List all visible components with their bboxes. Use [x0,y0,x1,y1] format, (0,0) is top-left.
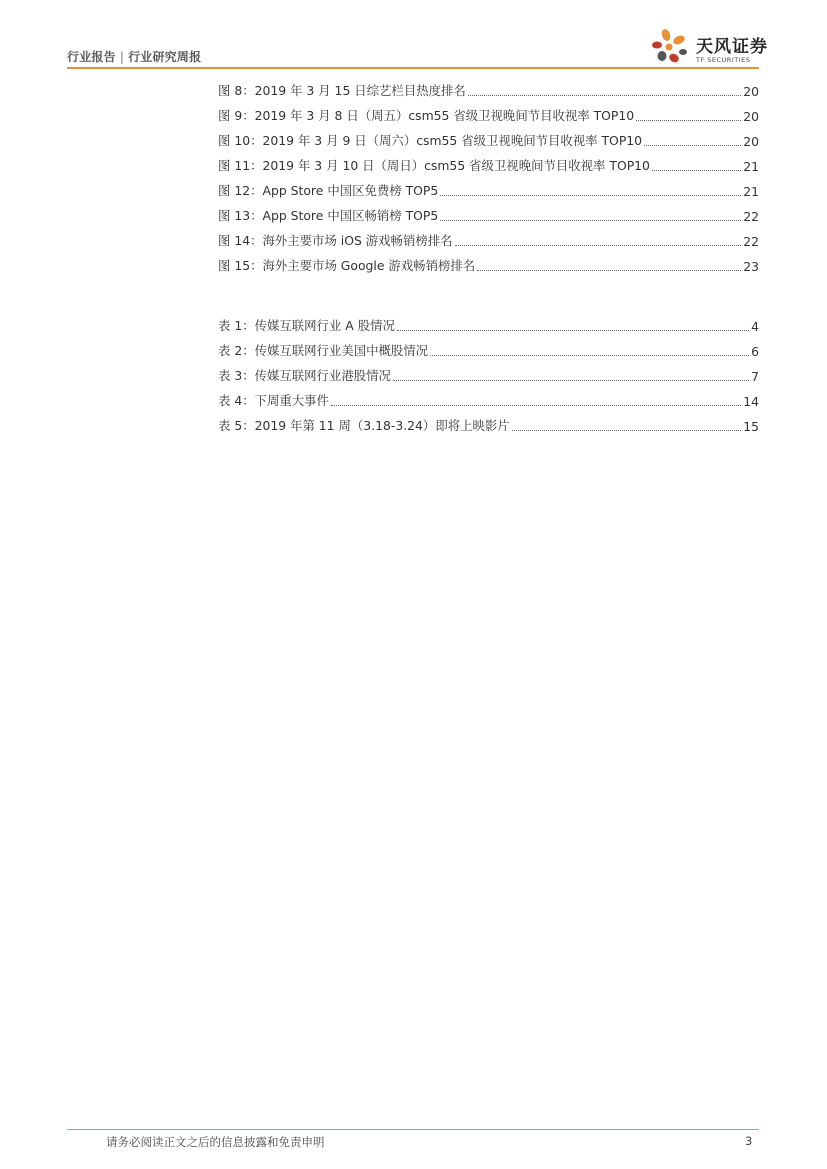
header-separator: | [119,50,125,64]
logo-name: 天风证券 [696,37,768,57]
toc-entry[interactable] [218,175,759,199]
toc-entry-label: 图 15：海外主要市场 Google 游戏畅销榜排名 [218,258,476,273]
toc-entry-label: 表 5：2019 年第 11 周（3.18-3.24）即将上映影片 [218,418,510,433]
toc-entry-label: 表 3：传媒互联网行业港股情况 [218,368,391,383]
toc-entry-page: 15 [743,419,759,434]
toc-entry-label: 表 2：传媒互联网行业美国中概股情况 [218,343,429,358]
page-number: 3 [745,1134,753,1148]
toc-entry[interactable] [218,410,759,434]
toc-leader [397,329,749,331]
toc-entry-page: 21 [743,159,759,174]
toc-entry-label: 图 13：App Store 中国区畅销榜 TOP5 [218,208,439,223]
toc-entry[interactable] [218,335,759,359]
toc-entry-page: 20 [743,109,759,124]
toc-entry-page: 22 [743,234,759,249]
toc-entry-page: 14 [743,394,759,409]
toc-entry-page: 22 [743,209,759,224]
report-type: 行业研究周报 [128,50,202,64]
toc-leader [477,269,741,271]
flower-logo-icon [650,26,694,70]
report-header [67,48,201,65]
toc-leader [512,429,742,431]
toc-entry-page: 4 [751,319,759,334]
toc-entry-page: 20 [743,84,759,99]
toc-leader [644,144,741,146]
company-logo [650,26,768,70]
toc-leader [468,94,741,96]
toc-leader [331,404,741,406]
toc-leader [430,354,749,356]
toc-entry[interactable] [218,360,759,384]
toc-entry[interactable] [218,385,759,409]
toc-entry[interactable] [218,310,759,334]
toc-entry-label: 图 10：2019 年 3 月 9 日（周六）csm55 省级卫视晚间节目收视率 TOP10 [218,133,643,148]
toc-leader [440,219,741,221]
header-divider [67,67,759,69]
toc-entry[interactable] [218,75,759,99]
logo-subtitle: TF SECURITIES [696,56,751,64]
toc-entry[interactable] [218,100,759,124]
toc-entry-page: 6 [751,344,759,359]
toc-entry-page: 20 [743,134,759,149]
toc-entry-label: 图 9：2019 年 3 月 8 日（周五）csm55 省级卫视晚间节目收视率 TOP10 [218,108,635,123]
toc-entry-label: 图 14：海外主要市场 iOS 游戏畅销榜排名 [218,233,453,248]
footer-disclaimer: 请务必阅读正文之后的信息披露和免责申明 [106,1135,325,1149]
toc-entry-page: 21 [743,184,759,199]
toc-entry[interactable] [218,150,759,174]
footer-divider [67,1129,759,1130]
toc-entry-page: 7 [751,369,759,384]
toc-entry-label: 表 1：传媒互联网行业 A 股情况 [218,318,395,333]
toc-entry-label: 图 12：App Store 中国区免费榜 TOP5 [218,183,439,198]
toc-entry-page: 23 [743,259,759,274]
toc-leader [652,169,741,171]
toc-leader [636,119,741,121]
toc-entry[interactable] [218,200,759,224]
toc-leader [455,244,742,246]
toc-entry-label: 图 11：2019 年 3 月 10 日（周日）csm55 省级卫视晚间节目收视率 TOP10 [218,158,650,173]
toc-leader [440,194,741,196]
report-category: 行业报告 [67,50,116,64]
toc-leader [393,379,749,381]
toc-entry[interactable] [218,125,759,149]
toc-entry-label: 表 4：下周重大事件 [218,393,329,408]
toc-entry[interactable] [218,225,759,249]
toc-entry[interactable] [218,250,759,274]
toc-entry-label: 图 8：2019 年 3 月 15 日综艺栏目热度排名 [218,83,466,98]
